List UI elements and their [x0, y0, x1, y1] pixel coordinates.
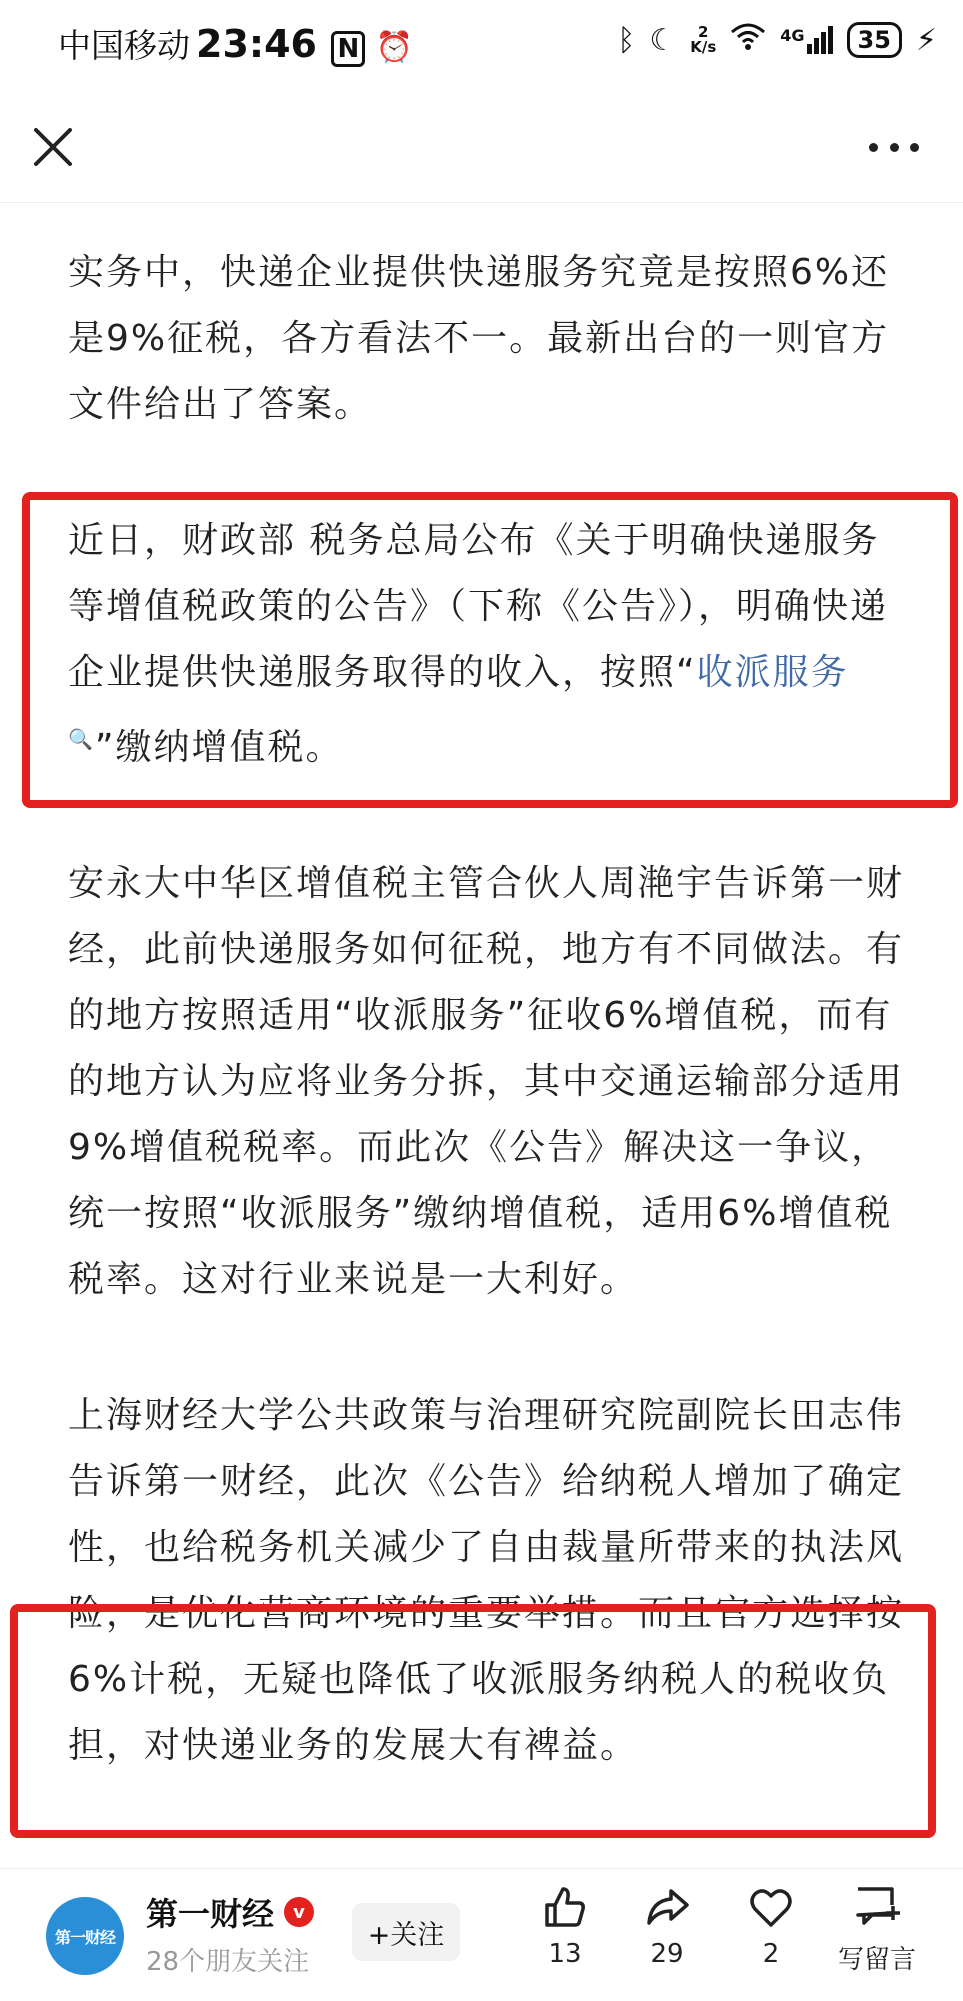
nfc-icon: N — [331, 31, 365, 67]
article-paragraph: 上海财经大学公共政策与治理研究院副院长田志伟告诉第一财经，此次《公告》给纳税人增加了确定性，也给税务机关减少了自由裁量所带来的执法风险，是优化营商环境的重要举措。而且官方选择按6%计税，无疑也降低了收派服务纳税人的税收负担，对快递业务的发展大有裨益。 — [68, 1395, 905, 1766]
article-paragraph: 安永大中华区增值税主管合伙人周滟宇告诉第一财经，此前快递服务如何征税，地方有不同做法。有的地方按照适用“收派服务”征收6%增值税，而有的地方认为应将业务分拆，其中交通运输部分适用9%增值税税率。而此次《公告》解决这一争议，统一按照“收派服务”缴纳增值税，适用6%增值税税率。这对行业来说是一大利好。 — [68, 863, 905, 1300]
follow-button[interactable]: +关注 — [352, 1903, 460, 1961]
more-icon — [869, 143, 878, 152]
more-button[interactable] — [869, 122, 919, 172]
status-bar — [0, 0, 963, 92]
battery-indicator: 35 — [847, 22, 902, 58]
close-button[interactable] — [28, 122, 78, 172]
clock: 23:46 — [196, 22, 317, 66]
favorite-count: 2 — [762, 1939, 780, 1969]
share-button[interactable] — [612, 1883, 722, 1969]
status-right — [617, 22, 937, 58]
publisher-name[interactable]: 第一财经 v — [146, 1889, 314, 1935]
wifi-icon — [730, 22, 766, 58]
moon-icon: ☾ — [649, 22, 677, 58]
share-count: 29 — [650, 1939, 684, 1969]
share-icon — [643, 1883, 691, 1931]
article-body — [68, 240, 908, 1849]
keyword-link[interactable]: 收派服务🔍 — [68, 652, 849, 751]
alarm-icon: ⏰ — [375, 30, 414, 65]
signal-icon: 4G — [780, 26, 832, 54]
top-nav-bar — [0, 92, 963, 203]
follower-count: 28个朋友关注 — [146, 1947, 310, 1977]
status-left — [58, 20, 413, 67]
like-button[interactable] — [510, 1883, 620, 1969]
thumbs-up-icon — [541, 1883, 589, 1931]
search-icon: 🔍 — [68, 727, 95, 751]
article-paragraph: 实务中，快递企业提供快递服务究竟是按照6%还是9%征税，各方看法不一。最新出台的一则官方文件给出了答案。 — [68, 252, 890, 425]
comment-label: 写留言 — [837, 1945, 916, 1975]
verified-badge-icon: v — [284, 1897, 314, 1927]
favorite-button[interactable] — [716, 1883, 826, 1969]
close-icon — [28, 122, 78, 172]
charging-icon: ⚡ — [915, 22, 937, 58]
article-paragraph-highlighted: 近日，财政部 税务总局公布《关于明确快递服务等增值税政策的公告》（下称《公告》），明确快递企业提供快递服务取得的收入，按照“收派服务🔍”缴纳增值税。 — [68, 520, 889, 768]
heart-icon — [747, 1883, 795, 1931]
comment-plus-icon — [852, 1883, 902, 1931]
publisher-avatar[interactable]: 第一财经 — [46, 1897, 124, 1975]
next-paragraph-peek — [68, 1840, 908, 1868]
like-count: 13 — [548, 1939, 582, 1969]
net-speed: 2 K/s — [690, 23, 717, 56]
comment-button[interactable] — [822, 1883, 932, 1976]
bluetooth-icon: ᛒ — [617, 22, 636, 58]
carrier-label: 中国移动 — [58, 26, 190, 65]
bottom-action-bar — [0, 1868, 963, 2001]
